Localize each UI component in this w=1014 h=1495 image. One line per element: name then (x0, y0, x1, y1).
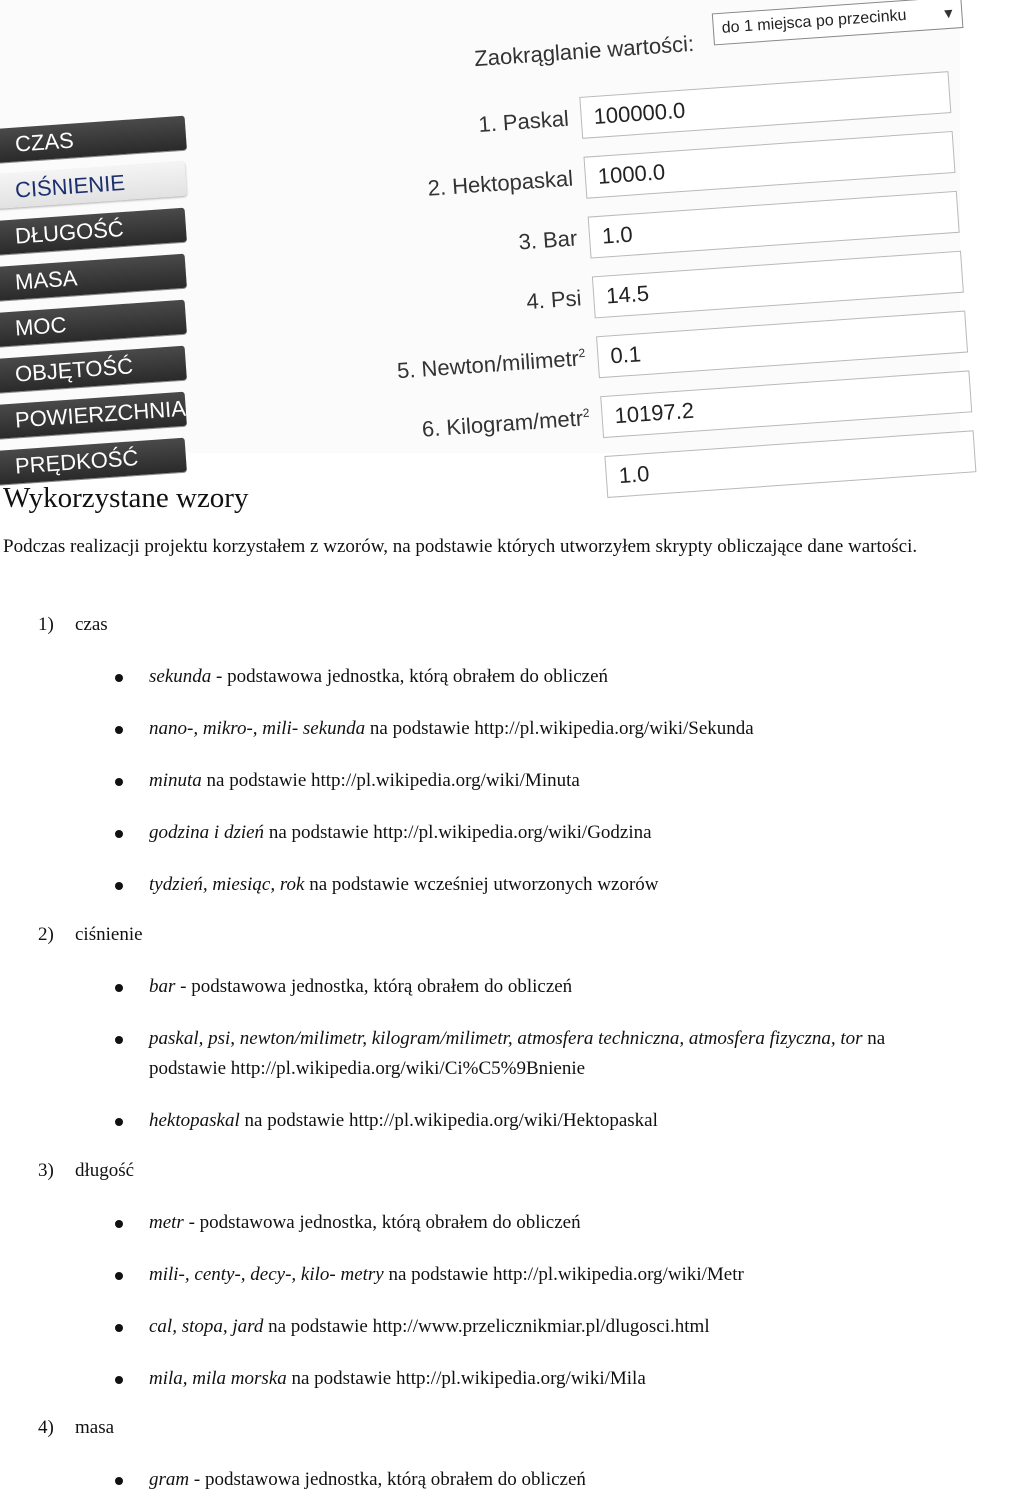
list-item: nano-, mikro-, mili- sekunda na podstawie http://pl.wikipedia.org/wiki/Sekunda (149, 714, 929, 744)
converter-screenshot (0, 0, 960, 489)
bullet-icon (115, 778, 123, 786)
list-item: gram - podstawowa jednostka, którą obrałem do obliczeń (149, 1465, 929, 1495)
bullet-icon (115, 830, 123, 838)
bullet-icon (115, 984, 123, 992)
unit-label: 5. Newton/milimetr$^2$ (396, 345, 586, 384)
unit-label: 2. Hektopaskal (426, 165, 574, 201)
bullet-icon (115, 1220, 123, 1228)
unit-label: 6. Kilogram/metr$^2$ (421, 405, 590, 442)
list-item: bar - podstawowa jednostka, którą obrałem do obliczeń (149, 972, 929, 1002)
nav-item-cisnienie[interactable]: CIŚNIENIE (0, 162, 187, 210)
list-item: mila, mila morska na podstawie http://pl.wikipedia.org/wiki/Mila (149, 1364, 929, 1394)
nav-item-moc[interactable]: MOC (0, 300, 187, 348)
list-item: mili-, centy-, decy-, kilo- metry na podstawie http://pl.wikipedia.org/wiki/Metr (149, 1260, 929, 1290)
list-item: minuta na podstawie http://pl.wikipedia.org/wiki/Minuta (149, 766, 929, 796)
bullet-icon (115, 1324, 123, 1332)
rounding-select[interactable] (712, 0, 964, 45)
list-item: hektopaskal na podstawie http://pl.wikipedia.org/wiki/Hektopaskal (149, 1106, 929, 1136)
bullet-icon (115, 1376, 123, 1384)
section-heading-masa: 4) masa (38, 1417, 115, 1438)
conversion-form (360, 0, 1010, 489)
section-heading-czas: 1) czas (38, 614, 108, 635)
nav-item-dlugosc[interactable]: DŁUGOŚĆ (0, 208, 187, 256)
bullet-icon (115, 674, 123, 682)
unit-value-input[interactable]: 1.0 (588, 191, 960, 259)
nav-item-powierzchnia[interactable]: POWIERZCHNIA (0, 392, 187, 440)
intro-paragraph: Podczas realizacji projektu korzystałem z wzorów, na podstawie których utworzyłem skrypty obliczające dane wartości. (3, 536, 918, 557)
list-item: godzina i dzień na podstawie http://pl.wikipedia.org/wiki/Godzina (149, 818, 929, 848)
bullet-icon (115, 1272, 123, 1280)
nav-item-czas[interactable]: CZAS (0, 116, 187, 164)
section-heading-cisnienie: 2) ciśnienie (38, 924, 143, 945)
unit-value-input[interactable]: 1.0 (604, 430, 976, 498)
unit-value-input[interactable]: 14.5 (592, 251, 964, 319)
list-item: metr - podstawowa jednostka, którą obrałem do obliczeń (149, 1208, 929, 1238)
section-heading-dlugosc: 3) długość (38, 1160, 135, 1181)
unit-value-input[interactable]: 10197.2 (600, 370, 972, 438)
unit-value-input[interactable]: 100000.0 (579, 71, 951, 139)
nav-item-predkosc[interactable]: PRĘDKOŚĆ (0, 438, 187, 486)
list-item: sekunda - podstawowa jednostka, którą obrałem do obliczeń (149, 662, 929, 692)
bullet-icon (115, 1118, 123, 1126)
dropdown-arrow-icon: ▼ (940, 4, 956, 22)
bullet-icon (115, 882, 123, 890)
unit-label: 1. Paskal (477, 105, 570, 138)
section-title: Wykorzystane wzory (3, 482, 249, 514)
list-item: cal, stopa, jard na podstawie http://www.przelicznikmiar.pl/dlugosci.html (149, 1312, 929, 1342)
rounding-select-value: do 1 miejsca po przecinku (721, 6, 907, 37)
list-item: paskal, psi, newton/milimetr, kilogram/milimetr, atmosfera techniczna, atmosfera fizyczna, tor na podstawie http://pl.wikipedia.org/wiki/Ci%C5%9Bnienie (149, 1024, 929, 1084)
bullet-icon (115, 726, 123, 734)
unit-label: 4. Psi (525, 285, 583, 315)
unit-value-input[interactable]: 0.1 (596, 311, 968, 379)
list-item: tydzień, miesiąc, rok na podstawie wcześniej utworzonych wzorów (149, 870, 929, 900)
nav-item-objetosc[interactable]: OBJĘTOŚĆ (0, 346, 187, 394)
bullet-icon (115, 1477, 123, 1485)
unit-value-input[interactable]: 1000.0 (583, 131, 955, 199)
rounding-label: Zaokrąglanie wartości: (473, 30, 695, 72)
unit-label: 3. Bar (517, 225, 578, 255)
bullet-icon (115, 1036, 123, 1044)
nav-item-masa[interactable]: MASA (0, 254, 187, 302)
